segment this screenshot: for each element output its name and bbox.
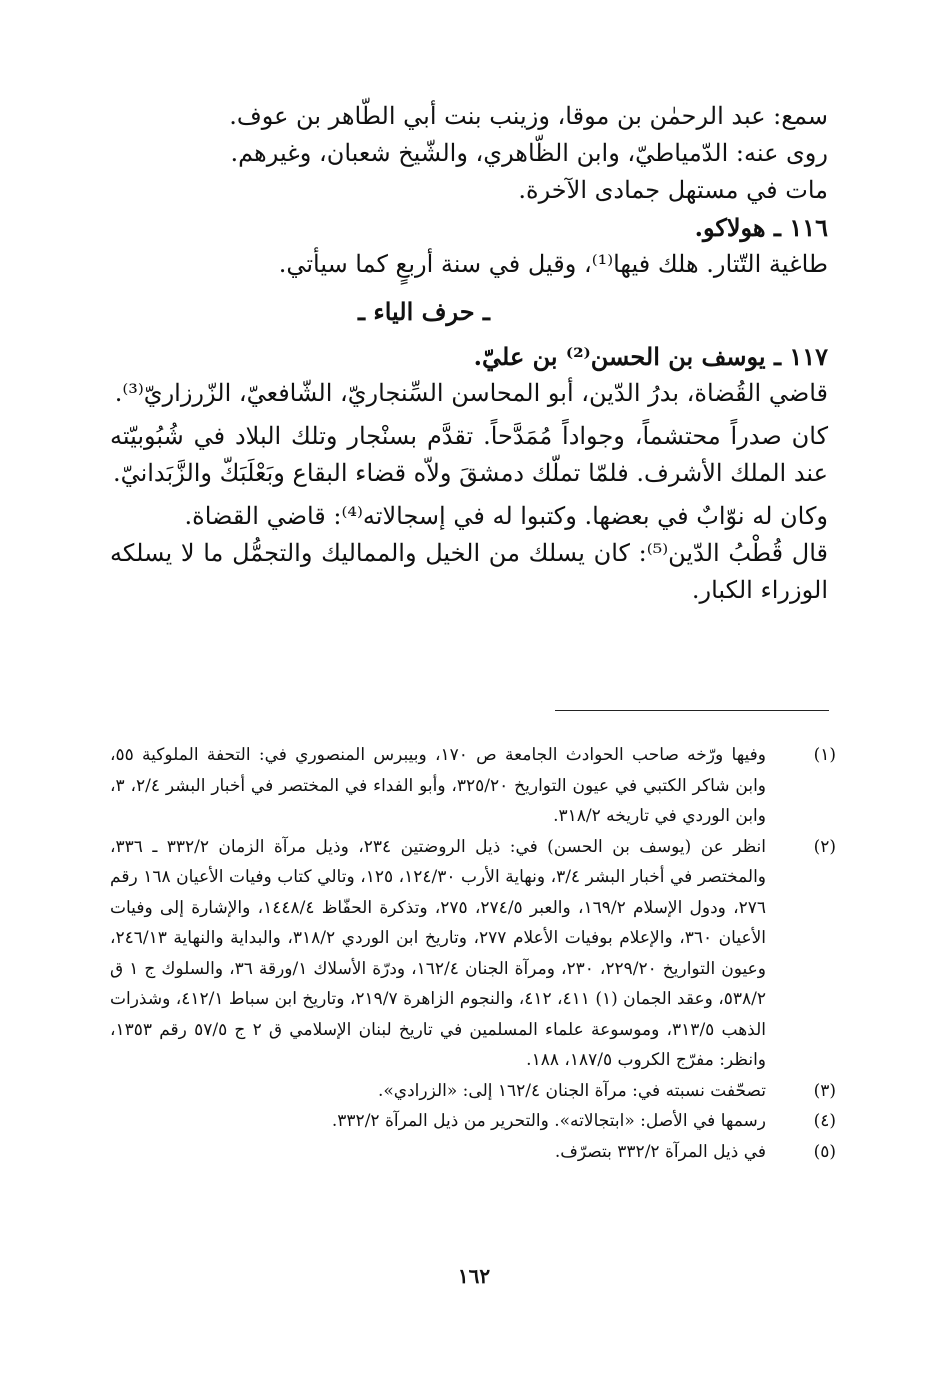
footnote-divider [555, 710, 829, 711]
entry-paragraph: وكان له نوّابٌ في بعضها. وكتبوا له في إسجالاته⁽⁴⁾: قاضي القضاة. [184, 502, 828, 530]
footnotes [110, 740, 840, 1167]
footnote [110, 740, 840, 832]
entry-text: قاضي القُضاة، بدرُ الدّين، أبو المحاسن السِّنجاريّ، الشّافعيّ، الزّرزاريّ⁽³⁾. [114, 379, 828, 407]
footnote-number: (٤) [813, 1111, 836, 1131]
footnote [110, 1076, 840, 1107]
footnote [110, 1106, 840, 1137]
footnote-text: رسمها في الأصل: «ابتجالاته». والتحرير من ذيل المرآة ٣٣٢/٢. [331, 1111, 766, 1131]
page-number: ١٦٢ [457, 1264, 491, 1288]
footnote [110, 832, 840, 1076]
footnote-number: (٢) [813, 836, 836, 857]
text-line: سمع: عبد الرحمٰن بن موقا، وزينب بنت أبي الطّاهر بن عوف. [229, 102, 828, 130]
entry-text: طاغية التّتار. هلك فيها⁽¹⁾، وقيل في سنة أربعٍ كما سيأتي. [278, 250, 828, 278]
entry-paragraph: كان صدراً محتشماً، وجواداً مُمَدَّحاً. تقدَّم بسنْجار وتلك البلاد في شُبُوبيّته عند الملك الأشرف. فلمّا تملّك دمشقَ ولاّه قضاء البقاع وبَعْلَبَكّ والزَّبَدانيّ. [110, 422, 828, 487]
footnote-number: (٥) [813, 1141, 836, 1162]
footnote-text: تصحّفت نسبته في: مرآة الجنان ١٦٢/٤ إلى: «الزرادي». [377, 1080, 766, 1101]
section-heading: ـ حرف الياء ـ [358, 297, 490, 326]
footnote-text: انظر عن (يوسف بن الحسن) في: ذيل الروضتين ٢٣٤، وذيل مرآة الزمان ٣٣٢/٢ ـ ٣٣٦، والمختصر في أخبار البشر ٣/٤، ونهاية الأرب ١٢٤/٣٠، ١٢٥، وتالي كتاب وفيات الأعيان ١٦٨ رقم ٢٧٦، ودول الإسلام ١٦٩/٢، والعبر ٢٧٤/٥، ٢٧٥، وتذكرة الحفّاظ ١٤٤٨/٤، والإشارة إلى وفيات الأعيان ٣٦٠، والإعلام بوفيات الأعلام ٢٧٧، وتاريخ ابن الوردي ٣١٨/٢، والبداية والنهاية ٢٤٦/١٣، وعيون التواريخ ٢٢٩/٢٠، ٢٣٠، ومرآة الجنان ١٦٢/٤، ودرّة الأسلاك ١/ورقة ٣٦، والسلوك ج ١ ق ٥٣٨/٢، وعقد الجمان (١) ٤١١، ٤١٢، والنجوم الزاهرة ٢١٩/٧، وتاريخ ابن سباط ٤١٢/١، وشذرات الذهب ٣١٣/٥، وموسوعة علماء المسلمين في تاريخ لبنان الإسلامي ق ٢ ج ٥٧/٥ رقم ١٣٥٣، وانظر: مفرّج الكروب ١٨٧/٥، ١٨٨. [110, 836, 767, 1070]
footnote-number: (٣) [813, 1080, 836, 1101]
footnote [110, 1137, 840, 1168]
entry-heading: ١١٦ ـ هولاكو. [694, 213, 828, 242]
text-line: روى عنه: الدّمياطيّ، وابن الظّاهري، والشّيخ شعبان، وغيرهم. [230, 139, 828, 167]
main-text [110, 98, 828, 609]
entry-heading: ١١٧ ـ يوسف بن الحسن⁽²⁾ بن عليّ. [473, 342, 828, 371]
text-line: مات في مستهل جمادى الآخرة. [518, 176, 828, 204]
footnote-text: وفيها ورّخه صاحب الحوادث الجامعة ص ١٧٠، وبيبرس المنصوري في: التحفة الملوكية ٥٥، وابن شاكر الكتبي في عيون التواريخ ٣٢٥/٢٠، وأبو الفداء في المختصر في أخبار البشر ٢/٤، ٣، وابن الوردي في تاريخه ٣١٨/٢. [110, 745, 767, 826]
entry-paragraph: قال قُطْبُ الدّين⁽⁵⁾: كان يسلك من الخيل والمماليك والتجمُّل ما لا يسلكه الوزراء الكبار. [110, 539, 829, 604]
footnote-number: (١) [813, 745, 836, 765]
footnote-text: في ذيل المرآة ٣٣٢/٢ بتصرّف. [554, 1141, 766, 1162]
